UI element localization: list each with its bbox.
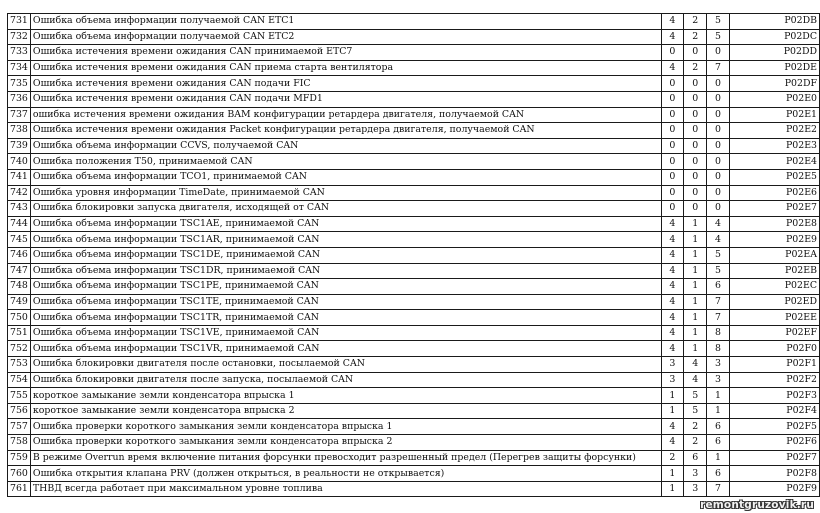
value-a: 4 <box>661 325 684 341</box>
row-number: 740 <box>8 154 31 170</box>
table-row <box>8 91 820 107</box>
error-description: Ошибка блокировки запуска двигателя, исходящей от CAN <box>30 201 661 217</box>
error-code: P02E8 <box>729 216 819 232</box>
row-number: 753 <box>8 357 31 373</box>
row-number: 759 <box>8 450 31 466</box>
error-description: Ошибка положения T50, принимаемой CAN <box>30 154 661 170</box>
value-a: 0 <box>661 138 684 154</box>
value-b: 0 <box>684 107 707 123</box>
table-row <box>8 279 820 295</box>
error-code: P02EF <box>729 325 819 341</box>
row-number: 732 <box>8 29 31 45</box>
value-b: 1 <box>684 216 707 232</box>
table-row <box>8 403 820 419</box>
value-a: 0 <box>661 123 684 139</box>
value-c: 3 <box>707 372 730 388</box>
row-number: 734 <box>8 60 31 76</box>
row-number: 758 <box>8 435 31 451</box>
value-b: 0 <box>684 154 707 170</box>
row-number: 743 <box>8 201 31 217</box>
table-row <box>8 107 820 123</box>
error-description: Ошибка объема информации TSC1DR, принимаемой CAN <box>30 263 661 279</box>
table-row <box>8 357 820 373</box>
value-a: 0 <box>661 107 684 123</box>
value-c: 1 <box>707 388 730 404</box>
value-a: 4 <box>661 263 684 279</box>
value-b: 1 <box>684 232 707 248</box>
error-codes-body <box>8 14 820 497</box>
table-row <box>8 185 820 201</box>
value-a: 3 <box>661 357 684 373</box>
value-b: 2 <box>684 435 707 451</box>
table-row <box>8 76 820 92</box>
error-codes-table <box>7 13 820 497</box>
value-c: 1 <box>707 403 730 419</box>
error-code: P02DE <box>729 60 819 76</box>
error-code: P02F2 <box>729 372 819 388</box>
value-b: 0 <box>684 169 707 185</box>
table-row <box>8 169 820 185</box>
watermark: remontgruzovik.ru <box>700 499 814 511</box>
value-b: 5 <box>684 403 707 419</box>
error-description: В режиме Overrun время включение питания форсунки превосходит разрешенный предел (Перегрев защиты форсунки) <box>30 450 661 466</box>
error-code: P02E7 <box>729 201 819 217</box>
value-a: 1 <box>661 481 684 497</box>
table-row <box>8 247 820 263</box>
value-b: 0 <box>684 76 707 92</box>
value-a: 4 <box>661 279 684 295</box>
value-c: 6 <box>707 279 730 295</box>
error-description: Ошибка объема информации TSC1PE, принимаемой CAN <box>30 279 661 295</box>
row-number: 738 <box>8 123 31 139</box>
row-number: 755 <box>8 388 31 404</box>
table-row <box>8 372 820 388</box>
value-b: 1 <box>684 279 707 295</box>
value-a: 0 <box>661 201 684 217</box>
error-description: Ошибка объема информации TSC1VE, принимаемой CAN <box>30 325 661 341</box>
error-description: Ошибка истечения времени ожидания Packet конфигурации ретардера двигателя, получаемой CAN <box>30 123 661 139</box>
value-b: 4 <box>684 357 707 373</box>
error-code: P02EC <box>729 279 819 295</box>
value-a: 4 <box>661 60 684 76</box>
table-row <box>8 216 820 232</box>
error-description: ТНВД всегда работает при максимальном уровне топлива <box>30 481 661 497</box>
error-code: P02F7 <box>729 450 819 466</box>
row-number: 751 <box>8 325 31 341</box>
table-row <box>8 450 820 466</box>
value-a: 4 <box>661 294 684 310</box>
error-code: P02F8 <box>729 466 819 482</box>
value-b: 4 <box>684 372 707 388</box>
table-row <box>8 123 820 139</box>
row-number: 741 <box>8 169 31 185</box>
value-a: 0 <box>661 154 684 170</box>
table-row <box>8 341 820 357</box>
table-row <box>8 263 820 279</box>
value-c: 5 <box>707 247 730 263</box>
value-b: 2 <box>684 29 707 45</box>
error-code: P02F9 <box>729 481 819 497</box>
row-number: 745 <box>8 232 31 248</box>
value-a: 0 <box>661 91 684 107</box>
value-c: 4 <box>707 216 730 232</box>
row-number: 742 <box>8 185 31 201</box>
table-row <box>8 45 820 61</box>
value-a: 3 <box>661 372 684 388</box>
value-b: 2 <box>684 60 707 76</box>
value-b: 0 <box>684 123 707 139</box>
value-a: 0 <box>661 76 684 92</box>
value-c: 6 <box>707 466 730 482</box>
value-c: 0 <box>707 123 730 139</box>
error-description: Ошибка уровня информации TimeDate, принимаемой CAN <box>30 185 661 201</box>
error-description: Ошибка блокировки двигателя после остановки, посылаемой CAN <box>30 357 661 373</box>
error-description: Ошибка открытия клапана PRV (должен открыться, в реальности не открывается) <box>30 466 661 482</box>
value-b: 0 <box>684 91 707 107</box>
value-a: 4 <box>661 419 684 435</box>
row-number: 737 <box>8 107 31 123</box>
row-number: 761 <box>8 481 31 497</box>
value-c: 5 <box>707 14 730 30</box>
value-c: 0 <box>707 76 730 92</box>
value-b: 1 <box>684 341 707 357</box>
error-description: Ошибка объема информации CCVS, получаемой CAN <box>30 138 661 154</box>
error-description: Ошибка проверки короткого замыкания земли конденсатора впрыска 2 <box>30 435 661 451</box>
value-c: 0 <box>707 154 730 170</box>
error-description: Ошибка истечения времени ожидания CAN принимаемой ETC7 <box>30 45 661 61</box>
value-c: 5 <box>707 263 730 279</box>
value-a: 4 <box>661 232 684 248</box>
value-a: 1 <box>661 466 684 482</box>
value-b: 1 <box>684 247 707 263</box>
row-number: 747 <box>8 263 31 279</box>
value-c: 6 <box>707 435 730 451</box>
value-c: 1 <box>707 450 730 466</box>
table-row <box>8 310 820 326</box>
row-number: 735 <box>8 76 31 92</box>
error-description: Ошибка объема информации TSC1AE, принимаемой CAN <box>30 216 661 232</box>
value-a: 4 <box>661 310 684 326</box>
value-c: 7 <box>707 294 730 310</box>
row-number: 748 <box>8 279 31 295</box>
error-code: P02DF <box>729 76 819 92</box>
error-description: Ошибка объема информации получаемой CAN ETC2 <box>30 29 661 45</box>
error-code: P02F0 <box>729 341 819 357</box>
error-description: Ошибка истечения времени ожидания CAN подачи FIC <box>30 76 661 92</box>
error-description: Ошибка истечения времени ожидания CAN подачи MFD1 <box>30 91 661 107</box>
error-code: P02F6 <box>729 435 819 451</box>
row-number: 760 <box>8 466 31 482</box>
table-row <box>8 138 820 154</box>
value-c: 7 <box>707 60 730 76</box>
error-description: Ошибка объема информации TCO1, принимаемой CAN <box>30 169 661 185</box>
table-row <box>8 466 820 482</box>
error-description: Ошибка проверки короткого замыкания земли конденсатора впрыска 1 <box>30 419 661 435</box>
error-description: Ошибка объема информации получаемой CAN ETC1 <box>30 14 661 30</box>
error-description: короткое замыкание земли конденсатора впрыска 1 <box>30 388 661 404</box>
error-code: P02F4 <box>729 403 819 419</box>
error-description: Ошибка объема информации TSC1TR, принимаемой CAN <box>30 310 661 326</box>
error-description: Ошибка объема информации TSC1VR, принимаемой CAN <box>30 341 661 357</box>
value-b: 3 <box>684 466 707 482</box>
table-row <box>8 14 820 30</box>
error-code: P02DB <box>729 14 819 30</box>
value-a: 4 <box>661 14 684 30</box>
error-description: Ошибка объема информации TSC1DE, принимаемой CAN <box>30 247 661 263</box>
value-c: 0 <box>707 45 730 61</box>
error-code: P02E2 <box>729 123 819 139</box>
value-c: 0 <box>707 201 730 217</box>
value-b: 1 <box>684 263 707 279</box>
table-row <box>8 419 820 435</box>
table-row <box>8 29 820 45</box>
value-c: 3 <box>707 357 730 373</box>
value-a: 4 <box>661 341 684 357</box>
error-description: Ошибка объема информации TSC1TE, принимаемой CAN <box>30 294 661 310</box>
value-b: 5 <box>684 388 707 404</box>
row-number: 736 <box>8 91 31 107</box>
error-code: P02E4 <box>729 154 819 170</box>
value-b: 1 <box>684 310 707 326</box>
table-row <box>8 232 820 248</box>
value-c: 7 <box>707 310 730 326</box>
value-b: 2 <box>684 14 707 30</box>
error-code: P02EA <box>729 247 819 263</box>
value-b: 0 <box>684 201 707 217</box>
value-a: 1 <box>661 388 684 404</box>
value-b: 0 <box>684 185 707 201</box>
error-code: P02ED <box>729 294 819 310</box>
error-code: P02E6 <box>729 185 819 201</box>
value-c: 6 <box>707 419 730 435</box>
value-b: 3 <box>684 481 707 497</box>
error-code: P02EE <box>729 310 819 326</box>
value-b: 2 <box>684 419 707 435</box>
value-a: 4 <box>661 29 684 45</box>
value-c: 4 <box>707 232 730 248</box>
value-a: 4 <box>661 435 684 451</box>
row-number: 754 <box>8 372 31 388</box>
value-c: 0 <box>707 169 730 185</box>
row-number: 746 <box>8 247 31 263</box>
error-code: P02DD <box>729 45 819 61</box>
value-c: 7 <box>707 481 730 497</box>
value-b: 0 <box>684 138 707 154</box>
value-a: 1 <box>661 403 684 419</box>
error-code: P02E3 <box>729 138 819 154</box>
row-number: 731 <box>8 14 31 30</box>
table-row <box>8 201 820 217</box>
error-code: P02E9 <box>729 232 819 248</box>
error-code: P02EB <box>729 263 819 279</box>
value-c: 0 <box>707 107 730 123</box>
value-b: 0 <box>684 45 707 61</box>
error-description: короткое замыкание земли конденсатора впрыска 2 <box>30 403 661 419</box>
value-c: 8 <box>707 341 730 357</box>
value-a: 0 <box>661 169 684 185</box>
row-number: 752 <box>8 341 31 357</box>
table-row <box>8 435 820 451</box>
value-a: 4 <box>661 247 684 263</box>
table-row <box>8 388 820 404</box>
row-number: 757 <box>8 419 31 435</box>
error-code: P02E5 <box>729 169 819 185</box>
value-b: 1 <box>684 294 707 310</box>
error-description: Ошибка объема информации TSC1AR, принимаемой CAN <box>30 232 661 248</box>
value-c: 8 <box>707 325 730 341</box>
table-row <box>8 60 820 76</box>
table-row <box>8 481 820 497</box>
value-b: 6 <box>684 450 707 466</box>
error-code: P02E1 <box>729 107 819 123</box>
error-code: P02DC <box>729 29 819 45</box>
value-a: 0 <box>661 185 684 201</box>
row-number: 750 <box>8 310 31 326</box>
table-row <box>8 325 820 341</box>
row-number: 749 <box>8 294 31 310</box>
row-number: 744 <box>8 216 31 232</box>
value-a: 4 <box>661 216 684 232</box>
error-description: Ошибка блокировки двигателя после запуска, посылаемой CAN <box>30 372 661 388</box>
value-c: 0 <box>707 91 730 107</box>
error-code: P02F1 <box>729 357 819 373</box>
row-number: 756 <box>8 403 31 419</box>
error-code: P02F3 <box>729 388 819 404</box>
value-c: 0 <box>707 138 730 154</box>
value-b: 1 <box>684 325 707 341</box>
value-c: 0 <box>707 185 730 201</box>
error-code: P02F5 <box>729 419 819 435</box>
row-number: 739 <box>8 138 31 154</box>
value-a: 0 <box>661 45 684 61</box>
table-row <box>8 294 820 310</box>
row-number: 733 <box>8 45 31 61</box>
value-a: 2 <box>661 450 684 466</box>
error-code: P02E0 <box>729 91 819 107</box>
error-description: Ошибка истечения времени ожидания CAN приема старта вентилятора <box>30 60 661 76</box>
value-c: 5 <box>707 29 730 45</box>
table-row <box>8 154 820 170</box>
error-description: ошибка истечения времени ожидания BAM конфигурации ретардера двигателя, получаемой CAN <box>30 107 661 123</box>
